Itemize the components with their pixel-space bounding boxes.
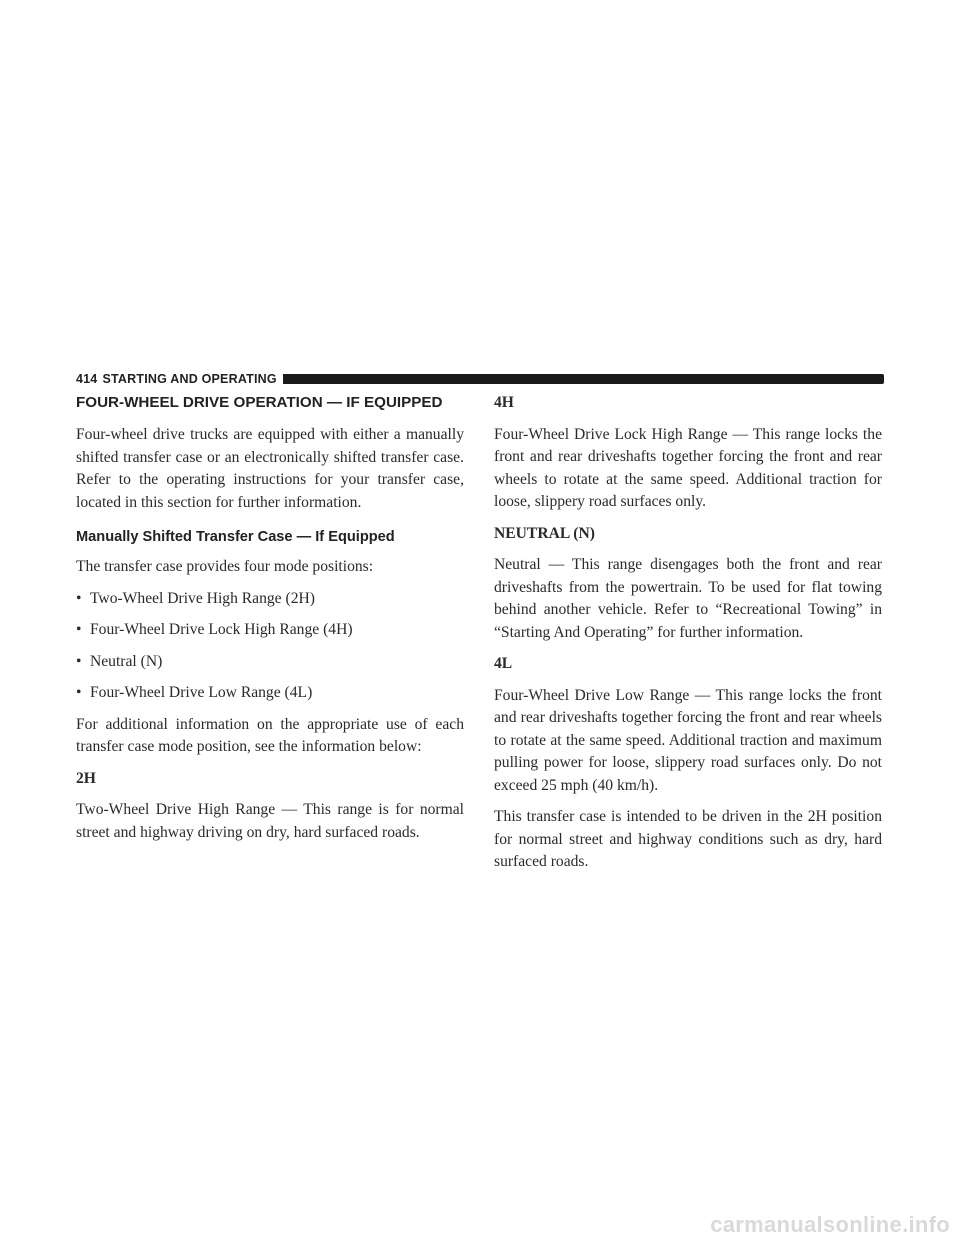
right-column: [494, 392, 882, 883]
paragraph-2h: Two-Wheel Drive High Range — This range is for normal street and highway driving on dry, hard surfaced roads.: [76, 801, 464, 841]
intro-paragraph: Four-wheel drive trucks are equipped with either a manually shifted transfer case or an electronically shifted transfer case. Refer to the operating instructions for your transfer case, located in this section for further information.: [76, 426, 464, 511]
section-heading: FOUR-WHEEL DRIVE OPERATION — IF EQUIPPED: [76, 394, 443, 411]
watermark: carmanualsonline.info: [710, 1212, 950, 1237]
additional-info-paragraph: For additional information on the appropriate use of each transfer case mode position, see the information below:: [76, 715, 464, 755]
label-neutral: NEUTRAL (N): [494, 524, 595, 542]
bullet-icon: •: [76, 589, 82, 607]
list-item: • Four-Wheel Drive Low Range (4L): [76, 682, 464, 705]
mode-list: [76, 588, 464, 705]
list-item: • Neutral (N): [76, 651, 464, 674]
bullet-icon: •: [76, 621, 82, 638]
left-column: [76, 392, 464, 853]
header-rule: [283, 374, 884, 384]
subsection-heading: Manually Shifted Transfer Case — If Equipped: [76, 529, 395, 545]
page-number: 414: [76, 372, 98, 386]
label-4l: 4L: [494, 655, 513, 672]
paragraph-4h: Four-Wheel Drive Lock High Range — This range locks the front and rear driveshafts together forcing the front and rear wheels to rotate at the same speed. Additional traction for loose, slippery road surfaces only.: [494, 425, 882, 510]
closing-paragraph: This transfer case is intended to be driven in the 2H position for normal street and highway conditions such as dry, hard surfaced roads.: [494, 808, 882, 870]
section-title: STARTING AND OPERATING: [102, 372, 277, 386]
paragraph-4l: Four-Wheel Drive Low Range — This range locks the front and rear driveshafts together forcing the front and rear wheels to rotate at the same speed. Additional traction and maximum pulling power for loose, slippery road surfaces only. Do not exceed 25 mph (40 km/h).: [494, 686, 882, 794]
page-header: [76, 370, 884, 388]
bullet-icon: •: [76, 684, 82, 701]
mode-positions-paragraph: The transfer case provides four mode positions:: [76, 558, 374, 575]
bullet-icon: •: [76, 652, 82, 670]
list-item: • Two-Wheel Drive High Range (2H): [76, 588, 464, 611]
list-item: • Four-Wheel Drive Lock High Range (4H): [76, 619, 464, 642]
paragraph-neutral: Neutral — This range disengages both the front and rear driveshafts from the powertrain. To be used for flat towing behind another vehicle. Refer to “Recreational Towing” in “Starting And Operating” for further information.: [494, 556, 882, 641]
label-4h: 4H: [494, 394, 514, 411]
label-2h: 2H: [76, 769, 96, 787]
